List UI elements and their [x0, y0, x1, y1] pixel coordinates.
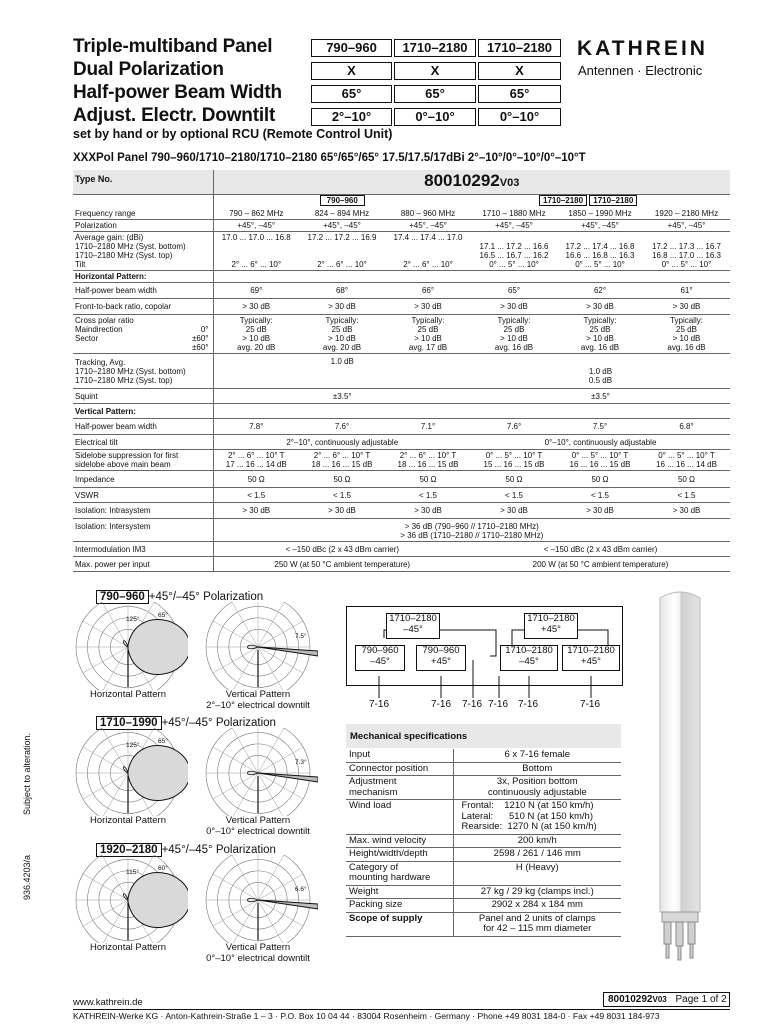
- footer-rule: [73, 1009, 730, 1010]
- freq-cell: 1920 – 2180 MHz: [643, 208, 730, 220]
- mech-label: Connector position: [346, 762, 453, 776]
- block-1710-p45: 1710–2180 +45°: [562, 645, 620, 671]
- block-1710-p45-top: 1710–2180 +45°: [524, 613, 578, 639]
- impedance-cell: 50 Ω: [213, 470, 299, 487]
- impedance-label: Impedance: [73, 470, 213, 487]
- vhpbw-cell: 6.8°: [643, 418, 730, 434]
- vertical-pattern-caption: Vertical Pattern 0°–10° electrical downtilt: [206, 942, 310, 964]
- pattern-angle-label: 7.3°: [295, 759, 307, 766]
- ftb-cell: > 30 dB: [557, 298, 643, 314]
- antenna-image: [650, 590, 710, 1020]
- downtilt-3: 0°–10°: [478, 108, 561, 126]
- polarization-1: X: [311, 62, 392, 80]
- pattern-angle-label: 115°: [126, 869, 139, 876]
- hpbw-cell: 62°: [557, 282, 643, 298]
- impedance-cell: 50 Ω: [643, 470, 730, 487]
- mech-label: Packing size: [346, 899, 453, 913]
- tracking-label: Tracking, Avg. 1710–2180 MHz (Syst. bottom) 1710–2180 MHz (Syst. top): [73, 353, 213, 388]
- table-row: [73, 403, 730, 418]
- vertical-title: Vertical Pattern:: [73, 403, 213, 418]
- hpbw-cell: 65°: [471, 282, 557, 298]
- gain-cell: 17.4 ... 17.4 ... 17.0 2° ... 6° ... 10°: [385, 231, 471, 270]
- im3-cell: < –150 dBc (2 x 43 dBm carrier): [471, 541, 730, 556]
- pattern-angle-label: 125°: [126, 742, 140, 749]
- ftb-cell: > 30 dB: [385, 298, 471, 314]
- cpr-label: Cross polar ratio Maindirection Sector 0° ±60° ±60°: [73, 314, 213, 353]
- title-line-1: Triple-multiband Panel: [73, 36, 273, 57]
- mech-value: Panel and 2 units of clamps for 42 – 115 mm diameter: [453, 912, 621, 936]
- sls-cell: 2° ... 6° ... 10° T 18 ... 16 ... 15 dB: [385, 449, 471, 470]
- horizontal-title: Horizontal Pattern:: [73, 270, 213, 282]
- header-subtitle: set by hand or by optional RCU (Remote Control Unit): [73, 127, 393, 141]
- cpr-cell: Typically: 25 dB > 10 dB avg. 16 dB: [471, 314, 557, 353]
- type-number: 80010292V03: [213, 170, 730, 195]
- ftb-label: Front-to-back ratio, copolar: [73, 298, 213, 314]
- pol-cell: +45°, –45°: [299, 219, 385, 231]
- table-row: [73, 449, 730, 470]
- cpr-cell: Typically: 25 dB > 10 dB avg. 20 dB: [299, 314, 385, 353]
- mech-row: [346, 912, 621, 936]
- table-row: [73, 208, 730, 220]
- vhpbw-label: Half-power beam width: [73, 418, 213, 434]
- polarization-2: X: [394, 62, 476, 80]
- mech-label: Height/width/depth: [346, 848, 453, 862]
- vertical-pattern-caption: Vertical Pattern 0°–10° electrical downtilt: [206, 815, 310, 837]
- vswr-cell: < 1.5: [213, 487, 299, 502]
- table-row: [73, 434, 730, 449]
- table-row: [73, 541, 730, 556]
- pol-cell: +45°, –45°: [213, 219, 299, 231]
- connector-label: 7-16: [462, 699, 483, 710]
- etilt-cell: 2°–10°, continuously adjustable: [213, 434, 471, 449]
- table-row: [73, 314, 730, 353]
- squint-label: Squint: [73, 388, 213, 403]
- connector-label: 7-16: [580, 699, 601, 710]
- vhpbw-cell: 7.6°: [299, 418, 385, 434]
- vhpbw-cell: 7.1°: [385, 418, 471, 434]
- impedance-cell: 50 Ω: [299, 470, 385, 487]
- mech-row: [346, 885, 621, 899]
- mech-row: [346, 776, 621, 800]
- downtilt-2: 0°–10°: [394, 108, 476, 126]
- logo-tagline: Antennen · Electronic: [578, 63, 703, 78]
- freq-cell: 790 – 862 MHz: [213, 208, 299, 220]
- mech-row: [346, 861, 621, 885]
- mech-label: Category of mounting hardware: [346, 861, 453, 885]
- mech-value: 2902 x 284 x 184 mm: [453, 899, 621, 913]
- band-label-2: 1710–2180: [394, 39, 476, 57]
- mech-label: Adjustment mechanism: [346, 776, 453, 800]
- pattern-band-label: 790–960: [96, 590, 149, 604]
- title-line-3: Half-power Beam Width: [73, 82, 282, 103]
- mech-value: 27 kg / 29 kg (clamps incl.): [453, 885, 621, 899]
- pattern-polarization: +45°/–45° Polarization: [161, 717, 276, 729]
- table-row: [73, 502, 730, 518]
- pattern-polarization: +45°/–45° Polarization: [148, 591, 264, 603]
- mech-label: Max. wind velocity: [346, 834, 453, 848]
- block-790-p45: 790–960 +45°: [416, 645, 466, 671]
- vswr-cell: < 1.5: [385, 487, 471, 502]
- vertical-pattern-plot: [198, 602, 318, 690]
- table-row: [73, 231, 730, 270]
- hpbw-cell: 69°: [213, 282, 299, 298]
- table-row: [73, 353, 730, 388]
- pattern-polarization: +45°/–45° Polarization: [161, 844, 276, 856]
- cpr-cell: Typically: 25 dB > 10 dB avg. 16 dB: [557, 314, 643, 353]
- table-row: [73, 282, 730, 298]
- beamwidth-1: 65°: [311, 85, 392, 103]
- freq-cell: 880 – 960 MHz: [385, 208, 471, 220]
- horizontal-pattern-caption: Horizontal Pattern: [89, 689, 167, 700]
- power-cell: 200 W (at 50 °C ambient temperature): [471, 556, 730, 571]
- cpr-cell: Typically: 25 dB > 10 dB avg. 20 dB: [213, 314, 299, 353]
- gain-cell: 17.2 ... 17.2 ... 16.9 2° ... 6° ... 10°: [299, 231, 385, 270]
- table-row: [73, 556, 730, 571]
- polarization-label: Polarization: [73, 219, 213, 231]
- table-row: [73, 518, 730, 541]
- power-label: Max. power per input: [73, 556, 213, 571]
- group-label-1710a: 1710–2180: [539, 195, 587, 206]
- mech-value: 200 km/h: [453, 834, 621, 848]
- connector-label: 7-16: [518, 699, 539, 710]
- mech-value: 2598 / 261 / 146 mm: [453, 848, 621, 862]
- downtilt-1: 2°–10°: [311, 108, 392, 126]
- pattern-band-label: 1710–1990: [96, 716, 162, 730]
- vswr-cell: < 1.5: [643, 487, 730, 502]
- vertical-pattern-plot: [198, 728, 318, 816]
- ftb-cell: > 30 dB: [643, 298, 730, 314]
- iso-intra-label: Isolation: Intrasystem: [73, 502, 213, 518]
- group-label-1710b: 1710–2180: [589, 195, 637, 206]
- mech-label: Weight: [346, 885, 453, 899]
- ftb-cell: > 30 dB: [213, 298, 299, 314]
- iso-intra-cell: > 30 dB: [213, 502, 299, 518]
- horizontal-pattern-caption: Horizontal Pattern: [89, 942, 167, 953]
- pattern-angle-label: 6.6°: [295, 886, 307, 893]
- freq-cell: 824 – 894 MHz: [299, 208, 385, 220]
- tracking-low: 1.0 dB: [213, 353, 471, 388]
- table-row: [73, 219, 730, 231]
- freq-label: Frequency range: [73, 208, 213, 220]
- squint-cell: ±3.5°: [471, 388, 730, 403]
- vswr-cell: < 1.5: [557, 487, 643, 502]
- mech-value: 6 x 7-16 female: [453, 749, 621, 762]
- title-line-4: Adjust. Electr. Downtilt: [73, 105, 276, 126]
- block-790-m45: 790–960 –45°: [355, 645, 405, 671]
- vhpbw-cell: 7.5°: [557, 418, 643, 434]
- connector-label: 7-16: [431, 699, 452, 710]
- table-row: [73, 388, 730, 403]
- connector-label: 7-16: [488, 699, 509, 710]
- mech-row: [346, 762, 621, 776]
- gain-cell: 17.2 ... 17.3 ... 16.7 16.8 ... 17.0 ... 16.3 0° ... 5° ... 10°: [643, 231, 730, 270]
- gain-cell: 17.0 ... 17.0 ... 16.8 2° ... 6° ... 10°: [213, 231, 299, 270]
- kathrein-logo: KATHREIN: [577, 37, 708, 60]
- im3-cell: < –150 dBc (2 x 43 dBm carrier): [213, 541, 471, 556]
- pol-cell: +45°, –45°: [643, 219, 730, 231]
- pattern-angle-label: 125°: [126, 616, 140, 623]
- alteration-note: Subject to alteration.: [22, 732, 32, 815]
- pol-cell: +45°, –45°: [385, 219, 471, 231]
- im3-label: Intermodulation IM3: [73, 541, 213, 556]
- tracking-high: 1.0 dB 0.5 dB: [471, 353, 730, 388]
- mech-value: 3x, Position bottom continuously adjustable: [453, 776, 621, 800]
- freq-cell: 1710 – 1880 MHz: [471, 208, 557, 220]
- squint-cell: ±3.5°: [213, 388, 471, 403]
- website-link[interactable]: www.kathrein.de: [73, 997, 143, 1008]
- pattern-angle-label: 60°: [158, 865, 168, 872]
- iso-intra-cell: > 30 dB: [643, 502, 730, 518]
- ftb-cell: > 30 dB: [299, 298, 385, 314]
- gain-cell: 17.2 ... 17.4 ... 16.8 16.6 ... 16.8 ... 16.3 0° ... 5° ... 10°: [557, 231, 643, 270]
- table-row: [73, 418, 730, 434]
- vhpbw-cell: 7.8°: [213, 418, 299, 434]
- footer-address: KATHREIN-Werke KG · Anton-Kathrein-Straße 1 – 3 · P.O. Box 10 04 44 · 83004 Rosenheim · Germany · Phone +49 8031 184-0 · Fax +49 8031 184-973: [73, 1011, 660, 1021]
- iso-intra-cell: > 30 dB: [385, 502, 471, 518]
- mech-row: [346, 899, 621, 913]
- polarization-3: X: [478, 62, 561, 80]
- hpbw-cell: 66°: [385, 282, 471, 298]
- vhpbw-cell: 7.6°: [471, 418, 557, 434]
- sls-label: Sidelobe suppression for first sidelobe above main beam: [73, 449, 213, 470]
- type-label: Type No.: [73, 170, 213, 195]
- title-line-2: Dual Polarization: [73, 59, 224, 80]
- mech-value: H (Heavy): [453, 861, 621, 885]
- table-row: [73, 487, 730, 502]
- table-row: [73, 270, 730, 282]
- mech-label: Scope of supply: [346, 912, 453, 936]
- etilt-label: Electrical tilt: [73, 434, 213, 449]
- horizontal-pattern-caption: Horizontal Pattern: [89, 815, 167, 826]
- hpbw-cell: 68°: [299, 282, 385, 298]
- hpbw-cell: 61°: [643, 282, 730, 298]
- mech-row: [346, 800, 621, 835]
- gain-cell: 17.1 ... 17.2 ... 16.6 16.5 ... 16.7 ... 16.2 0° ... 5° ... 10°: [471, 231, 557, 270]
- iso-intra-cell: > 30 dB: [557, 502, 643, 518]
- ftb-cell: > 30 dB: [471, 298, 557, 314]
- table-row: [73, 470, 730, 487]
- iso-inter-cell: > 36 dB (790–960 // 1710–2180 MHz) > 36 dB (1710–2180 // 1710–2180 MHz): [213, 518, 730, 541]
- mech-label: Input: [346, 749, 453, 762]
- band-label-3: 1710–2180: [478, 39, 561, 57]
- power-cell: 250 W (at 50 °C ambient temperature): [213, 556, 471, 571]
- connector-label: 7-16: [369, 699, 390, 710]
- vswr-cell: < 1.5: [299, 487, 385, 502]
- beamwidth-3: 65°: [478, 85, 561, 103]
- pattern-angle-label: 7.5°: [295, 633, 307, 640]
- cpr-cell: Typically: 25 dB > 10 dB avg. 16 dB: [643, 314, 730, 353]
- mech-title: Mechanical specifications: [346, 724, 621, 748]
- product-line: XXXPol Panel 790–960/1710–2180/1710–2180 65°/65°/65° 17.5/17.5/17dBi 2°–10°/0°–10°/0°–10°T: [73, 152, 586, 164]
- pattern-angle-label: 65°: [158, 612, 168, 619]
- iso-intra-cell: > 30 dB: [299, 502, 385, 518]
- mech-row: [346, 749, 621, 762]
- mech-label: Wind load: [346, 800, 453, 835]
- cpr-cell: Typically: 25 dB > 10 dB avg. 17 dB: [385, 314, 471, 353]
- vswr-label: VSWR: [73, 487, 213, 502]
- sls-cell: 0° ... 5° ... 10° T 16 ... 16 ... 15 dB: [557, 449, 643, 470]
- impedance-cell: 50 Ω: [385, 470, 471, 487]
- pol-cell: +45°, –45°: [557, 219, 643, 231]
- mech-row: [346, 834, 621, 848]
- pattern-angle-label: 65°: [158, 738, 168, 745]
- group-label-790: 790–960: [320, 195, 365, 206]
- table-row: [73, 298, 730, 314]
- sls-cell: 2° ... 6° ... 10° T 18 ... 16 ... 15 dB: [299, 449, 385, 470]
- etilt-cell: 0°–10°, continuously adjustable: [471, 434, 730, 449]
- spec-table: [73, 170, 730, 572]
- mech-table: [346, 749, 621, 937]
- pol-cell: +45°, –45°: [471, 219, 557, 231]
- iso-inter-label: Isolation: Intersystem: [73, 518, 213, 541]
- hpbw-label: Half-power beam width: [73, 282, 213, 298]
- mech-row: [346, 848, 621, 862]
- mech-value: Frontal: 1210 N (at 150 km/h) Lateral: 510 N (at 150 km/h) Rearside: 1270 N (at 150 km/h): [453, 800, 621, 835]
- block-1710-m45: 1710–2180 –45°: [500, 645, 558, 671]
- gain-label: Average gain: (dBi) 1710–2180 MHz (Syst. bottom) 1710–2180 MHz (Syst. top) Tilt: [73, 231, 213, 270]
- document-number: 936.4203/a: [22, 854, 32, 900]
- iso-intra-cell: > 30 dB: [471, 502, 557, 518]
- pattern-band-label: 1920–2180: [96, 843, 162, 857]
- band-label-1: 790–960: [311, 39, 392, 57]
- footer-type-box: 80010292V03 Page 1 of 2: [603, 992, 730, 1007]
- vertical-pattern-caption: Vertical Pattern 2°–10° electrical downtilt: [206, 689, 310, 711]
- sls-cell: 0° ... 5° ... 10° T 15 ... 16 ... 15 dB: [471, 449, 557, 470]
- impedance-cell: 50 Ω: [557, 470, 643, 487]
- block-1710-m45-top: 1710–2180 –45°: [386, 613, 440, 639]
- sls-cell: 0° ... 5° ... 10° T 16 ... 16 ... 14 dB: [643, 449, 730, 470]
- beamwidth-2: 65°: [394, 85, 476, 103]
- sls-cell: 2° ... 6° ... 10° T 17 ... 16 ... 14 dB: [213, 449, 299, 470]
- mech-value: Bottom: [453, 762, 621, 776]
- impedance-cell: 50 Ω: [471, 470, 557, 487]
- vswr-cell: < 1.5: [471, 487, 557, 502]
- freq-cell: 1850 – 1990 MHz: [557, 208, 643, 220]
- vertical-pattern-plot: [198, 855, 318, 943]
